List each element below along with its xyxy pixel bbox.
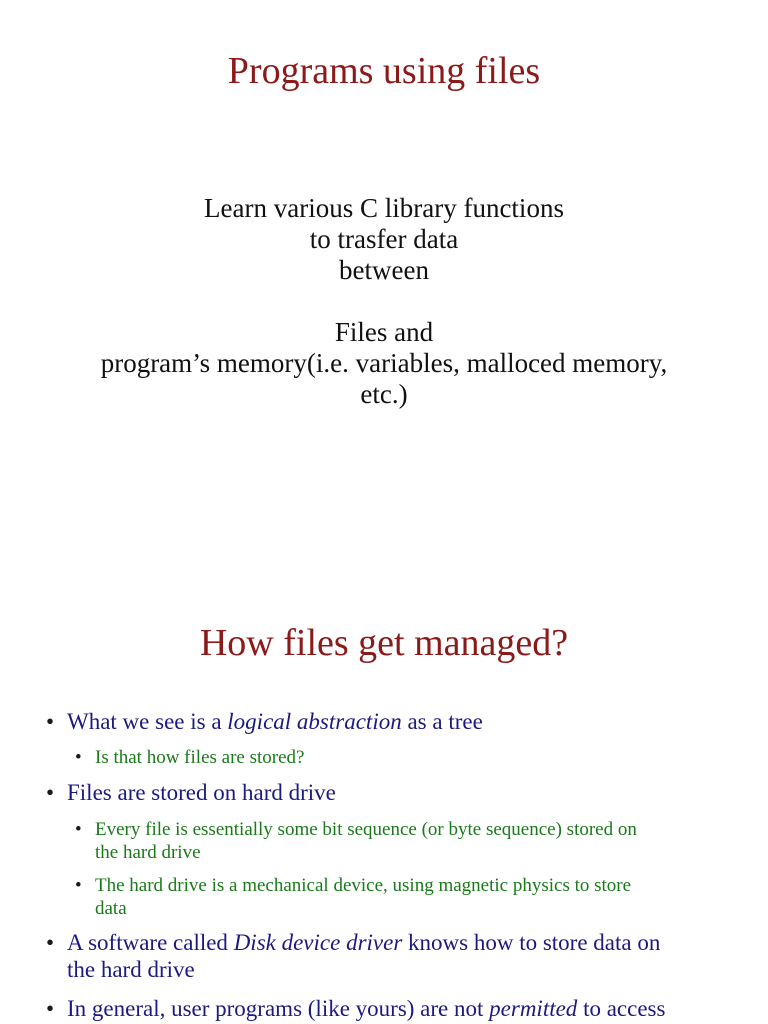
emphasis-text: logical abstraction [227,709,402,734]
bullet-icon: • [46,930,55,955]
bullet-icon: • [46,996,55,1021]
slide1-body-line: to trasfer data [309,224,459,254]
slide1-body-line: Learn various C library functions [204,193,564,223]
bullet-icon: • [75,875,82,896]
emphasis-text: permitted [489,996,578,1021]
bullet-icon: • [46,780,55,805]
bullet-text: A software called Disk device driver knows how to store data on the hard drive [67,930,661,982]
blank-line [0,286,768,317]
sub-bullet-text: Is that how files are stored? [95,747,305,768]
bullet-text: Files are stored on hard drive [67,780,336,805]
slide1-body-line: etc.) [360,379,408,409]
bullet-text: In general, user programs (like yours) are not permitted to access [67,996,666,1021]
bullet-icon: • [75,819,82,840]
slide1-body-line: program’s memory(i.e. variables, malloced memory, [100,348,668,378]
emphasis-text: Disk device driver [233,930,403,955]
slide1-body-line: Files and [334,317,434,347]
slide1-body-line: between [339,255,429,285]
sub-bullet-text: The hard drive is a mechanical device, using magnetic physics to store data [95,875,632,919]
bullet-text: What we see is a logical abstraction as a tree [67,709,483,734]
slide1-body [0,193,768,410]
slide1-title: Programs using files [227,50,541,92]
bullet-icon: • [46,709,55,734]
sub-bullet-text: Every file is essentially some bit sequence (or byte sequence) stored on the hard drive [95,819,637,863]
slide2-title: How files get managed? [199,622,569,664]
bullet-icon: • [75,747,82,768]
